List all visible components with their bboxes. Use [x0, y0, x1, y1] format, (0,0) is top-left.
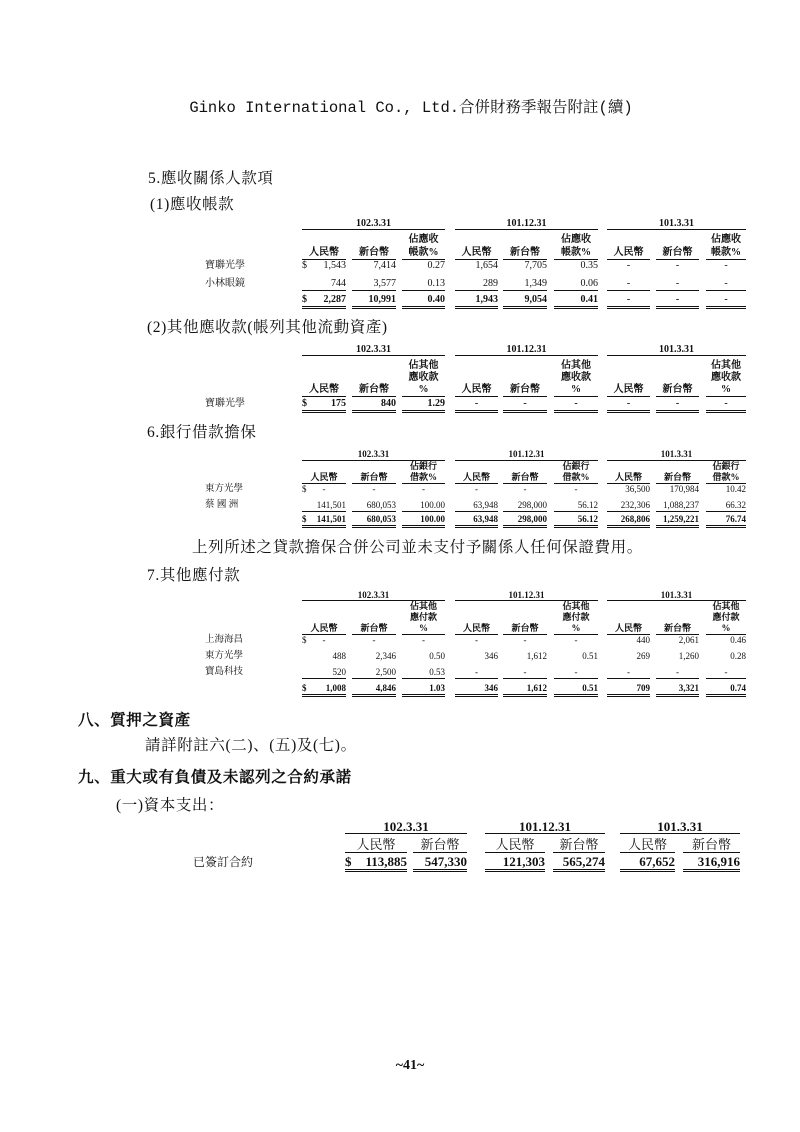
column-header [302, 461, 346, 484]
column-header-line: 佔應收 [711, 234, 741, 245]
table-cell: 0.06 [554, 278, 598, 291]
column-header [683, 837, 740, 853]
column-header [620, 837, 675, 853]
total-row [0, 683, 800, 694]
table-cell: 0.53 [402, 667, 445, 679]
table-cell: 56.12 [554, 500, 598, 512]
table-cell: 0.13 [402, 278, 445, 291]
currency-symbol: $ [302, 260, 307, 271]
column-header [656, 601, 699, 635]
column-header-line: 新台幣 [662, 384, 693, 395]
table-cell: 1,259,221 [656, 514, 699, 528]
table-cell: - [724, 260, 728, 271]
table-cell: 0.51 [554, 683, 598, 697]
column-header-line: 人民幣 [461, 247, 492, 258]
table-cell: 0.27 [427, 260, 445, 271]
column-header-line: 人民幣 [614, 623, 642, 633]
table-cell: - [706, 294, 746, 309]
row-label: 東方光學 [205, 484, 244, 494]
table-row [0, 651, 800, 662]
column-header-line: 借款% [562, 472, 590, 482]
currency-symbol: $ [302, 635, 307, 645]
table-cell: - [503, 398, 547, 413]
column-header [402, 601, 445, 635]
column-header-line: 新台幣 [691, 837, 731, 852]
table-cell: - [422, 484, 425, 494]
table-cell: 63,948 [455, 514, 498, 528]
column-header-line: 新台幣 [511, 623, 539, 633]
column-header [503, 461, 547, 484]
period-header: 101.12.31 [485, 820, 605, 834]
table-cell: 269 [636, 651, 650, 661]
table-cell: 175 [302, 398, 346, 413]
table-cell: 547,330 [413, 855, 467, 872]
column-header-line: 佔其他 [712, 601, 740, 611]
table-cell: 1,654 [475, 260, 498, 271]
table-cell: 680,053 [352, 514, 396, 528]
section-heading-related-party-receivables: 5.應收關係人款項 [148, 170, 274, 187]
column-header [706, 233, 746, 260]
table-cell: - [554, 398, 598, 413]
period-header: 101.12.31 [455, 344, 598, 356]
table-cell: - [523, 484, 527, 494]
table-cell: 0.74 [706, 683, 746, 697]
column-header-line: 佔其他 [409, 601, 437, 611]
table-cell: 9,054 [503, 294, 547, 309]
table-cell: - [706, 278, 746, 291]
table-cell: - [372, 635, 376, 645]
table-cell: - [372, 484, 376, 494]
table-cell: 0.50 [429, 651, 445, 661]
table-cell: 346 [455, 683, 498, 697]
column-header-line: 人民幣 [462, 623, 490, 633]
table-cell: 1,543 [323, 260, 346, 271]
row-label: 已簽訂合約 [193, 855, 254, 869]
column-header-line: 佔應收 [561, 234, 591, 245]
table-cell: - [656, 398, 699, 413]
row-label: 上海海昌 [205, 635, 244, 645]
table-cell: 346 [484, 651, 498, 661]
table-cell: 2,061 [678, 635, 699, 645]
column-header-line: 應收款 [408, 372, 439, 383]
table-row [0, 855, 800, 869]
column-header-line: 新台幣 [559, 837, 599, 852]
column-header-line: % [419, 623, 428, 633]
row-label: 寶島科技 [205, 667, 244, 677]
table-cell: 76.74 [706, 514, 746, 528]
table-cell: - [607, 294, 650, 309]
table-cell: 289 [455, 278, 498, 291]
column-header-line: 人民幣 [627, 837, 667, 852]
column-header-line: 佔其他 [561, 360, 591, 371]
table-cell: 1,260 [678, 651, 699, 661]
period-header: 101.12.31 [455, 449, 598, 461]
table-cell: - [706, 667, 746, 679]
table-cell: 744 [302, 278, 346, 291]
column-header-line: 佔其他 [408, 360, 439, 371]
column-header-line: 人民幣 [310, 623, 338, 633]
table-row [0, 278, 800, 290]
column-header-line: 新台幣 [663, 623, 691, 633]
period-header: 102.3.31 [302, 590, 445, 601]
table-cell: 709 [607, 683, 650, 697]
column-header-line: % [721, 623, 731, 633]
column-header [706, 461, 746, 484]
column-header [607, 360, 650, 397]
column-header [607, 461, 650, 484]
currency-symbol: $ [302, 294, 307, 305]
table-cell: 66.32 [706, 500, 746, 512]
table-cell: 7,705 [524, 260, 547, 271]
column-header [352, 233, 396, 260]
column-header-line: 新台幣 [360, 623, 388, 633]
currency-symbol: $ [302, 683, 307, 693]
table-cell: - [607, 398, 650, 413]
period-header: 101.3.31 [607, 344, 746, 356]
column-header [402, 461, 445, 484]
column-header [503, 601, 547, 635]
column-header [656, 461, 699, 484]
table-cell: 0.35 [580, 260, 598, 271]
table-cell: 56.12 [554, 514, 598, 528]
table-cell: 10,991 [352, 294, 396, 309]
column-header-line: 帳款% [711, 247, 741, 258]
column-header [352, 461, 396, 484]
table-cell: 268,806 [607, 514, 650, 528]
table-row [0, 635, 800, 646]
table-row [0, 484, 800, 495]
column-header [607, 233, 650, 260]
column-header [455, 233, 498, 260]
table-cell: 440 [636, 635, 650, 645]
column-header-line: 帳款% [408, 247, 439, 258]
column-header-line: 佔銀行 [409, 461, 437, 471]
table-cell: 1.29 [402, 398, 445, 413]
table-cell: - [322, 635, 326, 645]
table-cell: 316,916 [683, 855, 740, 872]
pledged-assets-text: 請詳附註六(二)、(五)及(七)。 [145, 737, 357, 754]
table-cell: 0.41 [554, 294, 598, 309]
table-cell: 1.03 [402, 683, 445, 697]
column-header [656, 233, 699, 260]
table-cell: 840 [352, 398, 396, 413]
column-header-line: % [418, 384, 429, 395]
table-cell: 2,287 [302, 294, 346, 309]
period-header: 101.12.31 [455, 218, 598, 230]
column-header [554, 360, 598, 397]
column-header-line: 人民幣 [356, 837, 396, 852]
page-number: ~41~ [395, 1058, 425, 1073]
row-label: 蔡 國 洲 [205, 500, 239, 510]
table-cell: - [455, 398, 498, 413]
table-cell: 10.42 [725, 484, 746, 494]
table-cell: 1,612 [526, 651, 547, 661]
currency-symbol: $ [302, 484, 307, 494]
table-cell: 1,088,237 [656, 500, 699, 512]
table-cell: - [475, 635, 478, 645]
row-label: 東方光學 [205, 651, 244, 661]
column-header-line: 人民幣 [309, 384, 339, 395]
table-cell: 100.00 [402, 514, 445, 528]
table-cell: 121,303 [485, 855, 545, 872]
table-cell: - [607, 278, 650, 291]
column-header-line: % [571, 384, 581, 395]
currency-symbol: $ [345, 854, 352, 869]
period-header: 102.3.31 [302, 218, 445, 230]
column-header-line: 人民幣 [614, 472, 642, 482]
column-header-line: 帳款% [561, 247, 591, 258]
table-cell: 298,000 [503, 514, 547, 528]
column-header-line: 應收款 [561, 372, 591, 383]
column-header-line: 新台幣 [663, 472, 691, 482]
table-cell: 4,846 [352, 683, 396, 697]
page-title: Ginko International Co., Ltd.合併財務季報告附註(續) [189, 99, 633, 117]
table-cell: 680,053 [352, 500, 396, 512]
column-header-line: 佔應收 [408, 234, 439, 245]
table-cell: - [656, 278, 699, 291]
column-header [554, 233, 598, 260]
column-header [503, 360, 547, 397]
table-row [0, 667, 800, 678]
column-header [485, 837, 545, 853]
table-cell: - [675, 260, 680, 271]
column-header-line: 人民幣 [495, 837, 535, 852]
guarantee-note: 上列所述之貸款擔保合併公司並未支付予關係人任何保證費用。 [192, 539, 643, 556]
column-header [455, 360, 498, 397]
period-header: 102.3.31 [345, 820, 467, 834]
table-cell: 1,008 [302, 683, 346, 697]
section-heading-other-payables: 7.其他應付款 [147, 567, 241, 584]
column-header-line: 應收款 [711, 372, 741, 383]
table-cell: 1,943 [455, 294, 498, 309]
table-cell: - [475, 484, 478, 494]
table-cell: - [626, 260, 631, 271]
column-header-line: 佔銀行 [712, 461, 740, 471]
table-row [0, 260, 800, 272]
column-header [302, 360, 346, 397]
column-header-line: % [571, 623, 581, 633]
column-header-line: % [721, 384, 731, 395]
table-cell: 1,612 [503, 683, 547, 697]
table-cell: - [322, 484, 326, 494]
table-cell: - [422, 635, 425, 645]
column-header [455, 461, 498, 484]
column-header-line: 人民幣 [461, 384, 492, 395]
column-header-line: 應付款 [562, 612, 590, 622]
period-header: 101.3.31 [607, 218, 746, 230]
total-row [0, 294, 800, 306]
column-header-line: 人民幣 [462, 472, 490, 482]
column-header-line: 應付款 [712, 612, 740, 622]
column-header [352, 601, 396, 635]
column-header-line: 新台幣 [359, 384, 389, 395]
column-header-line: 新台幣 [662, 247, 693, 258]
table-cell: 2,346 [375, 651, 396, 661]
column-header-line: 佔銀行 [562, 461, 590, 471]
table-cell: 0.40 [402, 294, 445, 309]
table-cell: 0.51 [582, 651, 598, 661]
column-header-line: 借款% [409, 472, 437, 482]
column-header-line: 新台幣 [359, 247, 389, 258]
table-cell: 113,885 [345, 855, 407, 872]
table-cell: - [706, 398, 746, 413]
period-header: 101.3.31 [620, 820, 740, 834]
period-header: 102.3.31 [302, 449, 445, 461]
table-cell: - [656, 294, 699, 309]
column-header-line: 人民幣 [613, 384, 644, 395]
column-header-line: 人民幣 [310, 472, 338, 482]
column-header-line: 新台幣 [360, 472, 388, 482]
table-cell: - [574, 635, 578, 645]
table-cell: 100.00 [402, 500, 445, 512]
table-row [0, 398, 800, 410]
column-header [607, 601, 650, 635]
column-header [554, 601, 598, 635]
table-cell: - [523, 635, 527, 645]
table-cell: 488 [332, 651, 346, 661]
table-cell: 298,000 [503, 500, 547, 512]
table-cell: 63,948 [455, 500, 498, 512]
table-cell: - [656, 667, 699, 679]
column-header-line: 新台幣 [510, 384, 540, 395]
table-cell: 170,984 [669, 484, 699, 494]
column-header [302, 233, 346, 260]
column-header-line: 應付款 [409, 612, 437, 622]
table-cell: 0.28 [730, 651, 746, 661]
column-header [455, 601, 498, 635]
other-receivables-caption: (2)其他應收款(帳列其他流動資產) [147, 319, 388, 336]
table-cell: 141,501 [302, 500, 346, 512]
currency-symbol: $ [302, 514, 307, 524]
column-header [553, 837, 605, 853]
column-header-line: 佔其他 [562, 601, 590, 611]
column-header-line: 新台幣 [511, 472, 539, 482]
column-header-line: 佔其他 [711, 360, 741, 371]
accounts-receivable-caption: (1)應收帳款 [150, 196, 235, 213]
row-label: 小林眼鏡 [205, 278, 245, 289]
column-header [554, 461, 598, 484]
column-header-line: 新台幣 [510, 247, 540, 258]
table-cell: 520 [302, 667, 346, 679]
currency-symbol: $ [302, 398, 307, 409]
table-cell: 7,414 [373, 260, 396, 271]
period-header: 101.12.31 [455, 590, 598, 601]
column-header [503, 233, 547, 260]
table-cell: 1,349 [503, 278, 547, 291]
period-header: 102.3.31 [302, 344, 445, 356]
section-heading-bank-loan-guarantee: 6.銀行借款擔保 [147, 424, 257, 441]
table-cell: - [503, 667, 547, 679]
column-header-line: 人民幣 [309, 247, 339, 258]
table-cell: 232,306 [607, 500, 650, 512]
period-header: 101.3.31 [607, 449, 746, 461]
table-row [0, 500, 800, 511]
table-cell: 141,501 [302, 514, 346, 528]
row-label: 寶聯光學 [205, 260, 245, 271]
table-cell: 0.46 [730, 635, 746, 645]
capital-expenditure-caption: (一)資本支出： [116, 797, 225, 814]
column-header [402, 360, 445, 397]
column-header [402, 233, 445, 260]
column-header [706, 360, 746, 397]
column-header [656, 360, 699, 397]
table-cell: 36,500 [625, 484, 650, 494]
table-cell: - [554, 667, 598, 679]
table-cell: 2,500 [352, 667, 396, 679]
total-row [0, 514, 800, 525]
section-heading-pledged-assets: 八、質押之資產 [78, 712, 191, 729]
table-cell: - [455, 667, 498, 679]
row-label: 寶聯光學 [205, 398, 245, 409]
column-header-line: 新台幣 [420, 837, 460, 852]
table-cell: - [607, 667, 650, 679]
section-heading-commitments: 九、重大或有負債及未認列之合約承諾 [78, 769, 352, 786]
period-header: 101.3.31 [607, 590, 746, 601]
column-header [706, 601, 746, 635]
table-cell: 67,652 [620, 855, 675, 872]
column-header [302, 601, 346, 635]
table-cell: - [574, 484, 578, 494]
column-header [345, 837, 407, 853]
column-header-line: 借款% [712, 472, 740, 482]
column-header [413, 837, 467, 853]
table-cell: 3,321 [656, 683, 699, 697]
column-header-line: 人民幣 [613, 247, 644, 258]
table-cell: 565,274 [553, 855, 605, 872]
table-cell: 3,577 [352, 278, 396, 291]
column-header [352, 360, 396, 397]
